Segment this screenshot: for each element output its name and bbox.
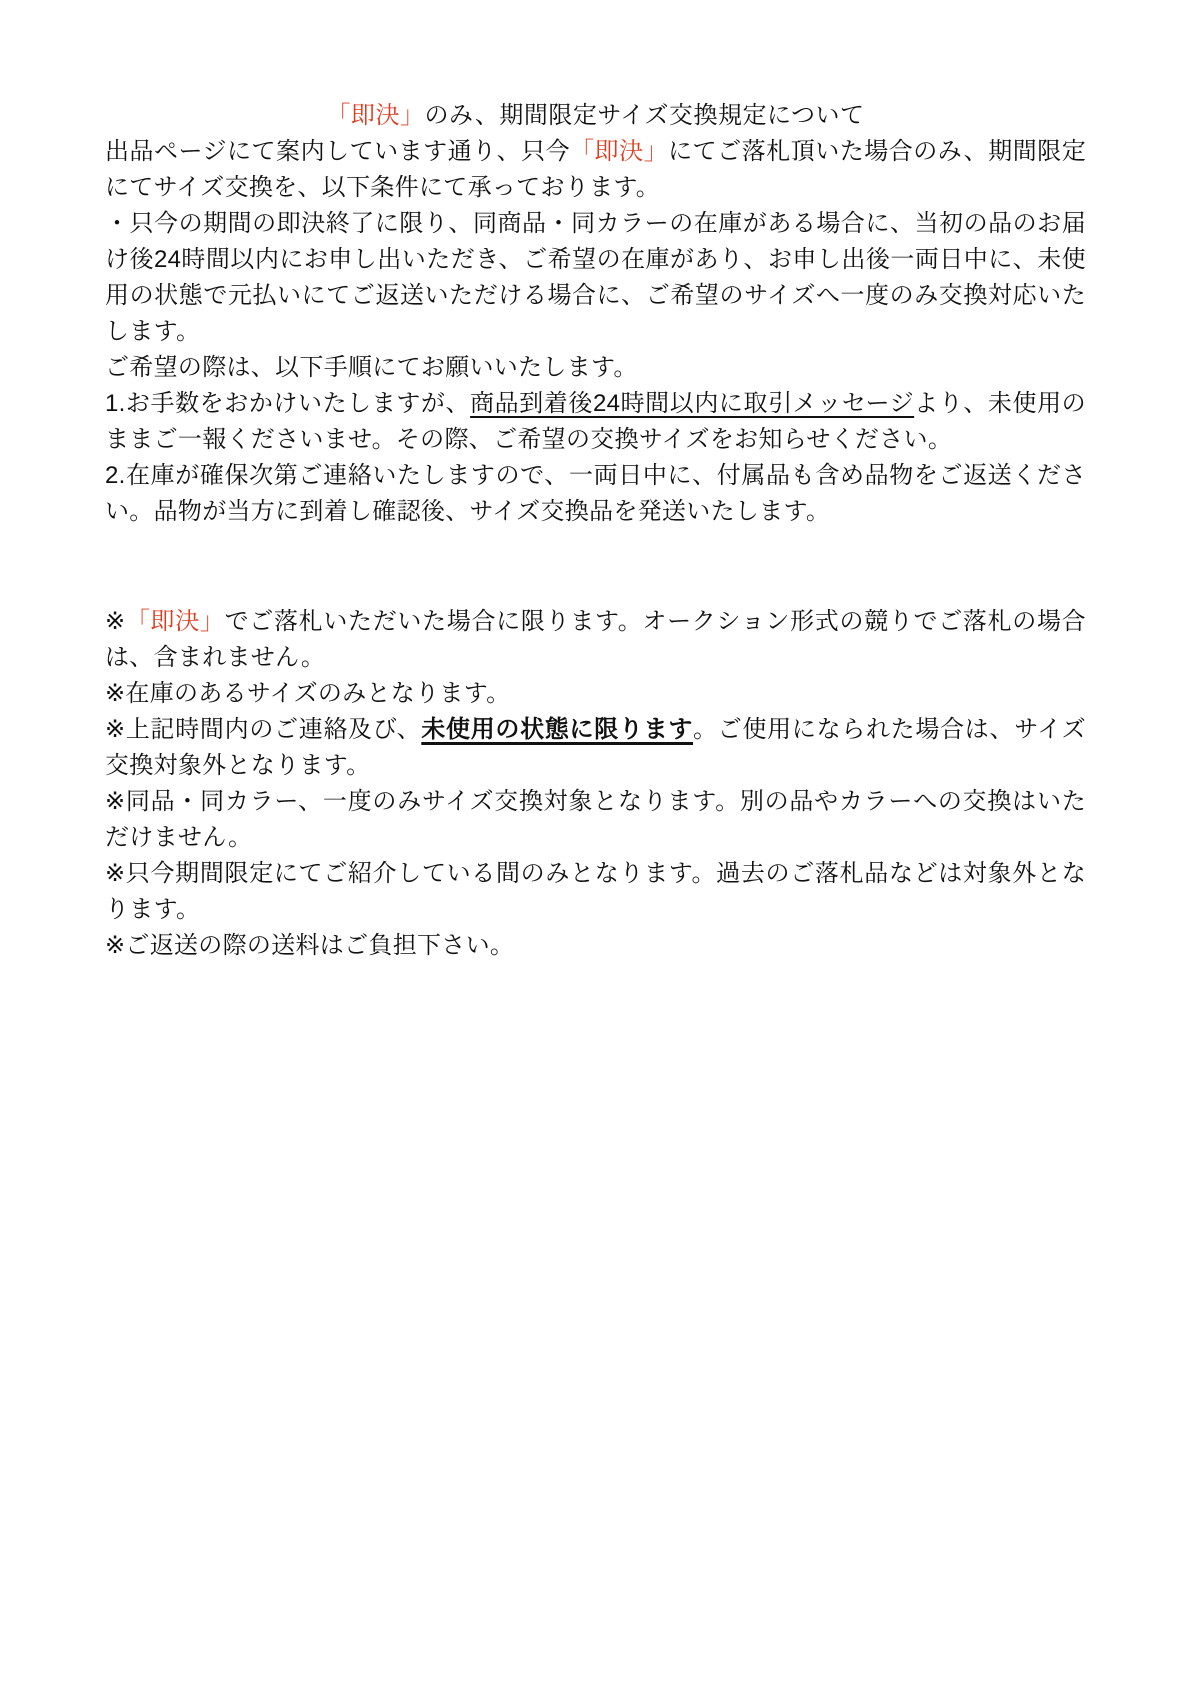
note-item-5 (105, 856, 1086, 928)
note3-text-after: 。ご使用になられた場合は、サイズ交換対象外となります。 (105, 716, 1086, 779)
note-item-2 (105, 676, 1086, 712)
conditions-text: ・只今の期間の即決終了に限り、同商品・同カラーの在庫がある場合に、当初の品のお届け後24時間以内にお申し出いただき、ご希望の在庫があり、お申し出後一両日中に、未使用の状態で元払いにてご返送いただける場合に、ご希望のサイズへ一度のみ交換対応いたします。 (105, 210, 1086, 345)
note2-text: ※在庫のあるサイズのみとなります。 (105, 680, 511, 707)
note-item-1 (105, 604, 1086, 676)
step2-paragraph (105, 458, 1086, 530)
intro-highlight: 「即決」 (570, 138, 669, 165)
note3-text-before: ※上記時間内のご連絡及び、 (105, 716, 422, 743)
conditions-follow-up: ご希望の際は、以下手順にてお願いいたします。 (105, 354, 638, 381)
conditions-paragraph (105, 206, 1086, 386)
note1-text: でご落札いただいた場合に限ります。オークション形式の競りでご落札の場合は、含まれません。 (105, 608, 1086, 671)
step1-paragraph (105, 386, 1086, 458)
intro-text-after: にてご落札頂いた場合のみ、期間限定にてサイズ交換を、以下条件にて承っております。 (105, 138, 1087, 201)
note-item-4 (105, 784, 1086, 856)
step1-underlined-text: 商品到着後24時間以内に取引メッセージ (470, 390, 915, 417)
intro-paragraph (105, 134, 1086, 206)
notes-section (105, 604, 1086, 964)
note4-text: ※同品・同カラー、一度のみサイズ交換対象となります。別の品やカラーへの交換はいただけません。 (105, 788, 1086, 851)
step1-text-before: 1.お手数をおかけいたしますが、 (105, 390, 471, 417)
page-title-rest: のみ、期間限定サイズ交換規定について (424, 102, 865, 129)
page-title-highlight: 「即決」 (326, 102, 425, 129)
note1-mark: ※ (105, 608, 126, 635)
note-item-3 (105, 712, 1086, 784)
note-item-6 (105, 928, 1086, 964)
note1-highlight: 「即決」 (125, 608, 225, 635)
page-title (105, 98, 1086, 134)
note6-text: ※ご返送の際の送料はご負担下さい。 (105, 932, 515, 959)
note5-text: ※只今期間限定にてご紹介している間のみとなります。過去のご落札品などは対象外となります。 (105, 860, 1086, 923)
note3-emphasis: 未使用の状態に限ります (421, 716, 694, 743)
step1-text-after: より、未使用のままご一報くださいませ。その際、ご希望の交換サイズをお知らせください。 (105, 390, 1086, 453)
step2-text: 2.在庫が確保次第ご連絡いたしますので、一両日中に、付属品も含め品物をご返送ください。品物が当方に到着し確認後、サイズ交換品を発送いたします。 (105, 462, 1086, 525)
intro-text-before: 出品ページにて案内しています通り、只今 (105, 138, 571, 165)
